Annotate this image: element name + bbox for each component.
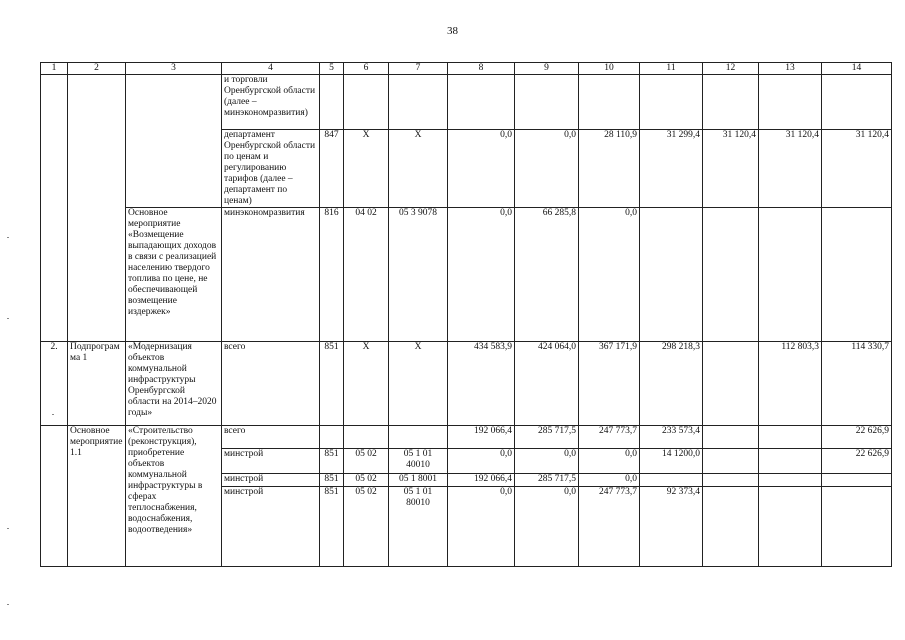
table-cell: Х (389, 342, 448, 426)
table-cell: 05 02 (344, 487, 389, 567)
table-cell: 31 299,4 (640, 130, 703, 208)
budget-table (40, 62, 892, 567)
table-cell: 0,0 (515, 449, 579, 474)
table-cell (703, 449, 759, 474)
table-cell (640, 208, 703, 342)
table-cell (389, 75, 448, 130)
table-cell (703, 487, 759, 567)
table-cell: 05 02 (344, 474, 389, 487)
table-cell (759, 449, 822, 474)
header-row (41, 63, 892, 75)
table-cell (640, 75, 703, 130)
table-cell (389, 426, 448, 449)
table-cell: 31 120,4 (822, 130, 892, 208)
table-cell (759, 208, 822, 342)
table-cell: «Модернизация объектов коммунальной инфраструктуры Оренбургской области на 2014–2020 годы» (126, 342, 222, 426)
table-cell: 192 066,4 (448, 474, 515, 487)
table-cell (448, 75, 515, 130)
header-cell: 10 (579, 63, 640, 75)
table-cell (320, 75, 344, 130)
header-cell: 9 (515, 63, 579, 75)
table-cell: 247 773,7 (579, 426, 640, 449)
table-cell (703, 474, 759, 487)
table-cell: Основное мероприятие «Возмещение выпадающих доходов в связи с реализацией населению твердого топлива по цене, не обеспечивающей возмещение издержек» (126, 208, 222, 342)
table-cell: всего (222, 426, 320, 449)
header-cell: 2 (68, 63, 126, 75)
table-cell: 2. (41, 342, 68, 426)
table-cell: Основное мероприятие 1.1 (68, 426, 126, 567)
table-cell (126, 75, 222, 208)
table-cell: 05 1 01 80010 (389, 487, 448, 567)
table-cell: 424 064,0 (515, 342, 579, 426)
table-cell (515, 75, 579, 130)
table-cell: 04 02 (344, 208, 389, 342)
table-cell (703, 208, 759, 342)
table-cell: 28 110,9 (579, 130, 640, 208)
table-cell (822, 75, 892, 130)
table-cell: 05 02 (344, 449, 389, 474)
table-cell: 0,0 (579, 474, 640, 487)
table-cell: 816 (320, 208, 344, 342)
table-cell (41, 75, 68, 342)
table-cell: 285 717,5 (515, 474, 579, 487)
table-cell (759, 426, 822, 449)
table-cell: 851 (320, 342, 344, 426)
table-cell: 66 285,8 (515, 208, 579, 342)
table-cell: 367 171,9 (579, 342, 640, 426)
table-cell (41, 426, 68, 567)
header-cell: 6 (344, 63, 389, 75)
table-cell: минстрой (222, 449, 320, 474)
table-cell (344, 426, 389, 449)
table-cell (759, 75, 822, 130)
scan-speck (7, 318, 9, 319)
table-cell: 0,0 (515, 130, 579, 208)
table-cell: департамент Оренбургской области по ценам и регулированию тарифов (далее – департамент по ценам) (222, 130, 320, 208)
table-cell: 92 373,4 (640, 487, 703, 567)
table-cell: 233 573,4 (640, 426, 703, 449)
header-cell: 5 (320, 63, 344, 75)
page-number: 38 (447, 25, 458, 37)
table-cell: 0,0 (448, 487, 515, 567)
table-row (41, 208, 892, 342)
table-cell: 851 (320, 487, 344, 567)
table-cell: 05 3 9078 (389, 208, 448, 342)
table-cell (344, 75, 389, 130)
table-cell: «Строительство (реконструкция), приобретение объектов коммунальной инфраструктуры в сферах теплоснабжения, водоснабжения, водоотведения» (126, 426, 222, 567)
table-cell (640, 474, 703, 487)
table-cell: минэкономразвития (222, 208, 320, 342)
scan-speck (52, 414, 54, 415)
table-cell (759, 474, 822, 487)
table-cell: 851 (320, 474, 344, 487)
table-cell: 22 626,9 (822, 449, 892, 474)
table-cell: 247 773,7 (579, 487, 640, 567)
table-cell: 05 1 01 40010 (389, 449, 448, 474)
table-cell: 22 626,9 (822, 426, 892, 449)
table-cell: Подпрограмма 1 (68, 342, 126, 426)
table-cell: 434 583,9 (448, 342, 515, 426)
table-cell: 847 (320, 130, 344, 208)
header-cell: 8 (448, 63, 515, 75)
table-cell: 0,0 (448, 208, 515, 342)
table-cell: 112 803,3 (759, 342, 822, 426)
table-cell: 0,0 (579, 208, 640, 342)
table-cell: Х (344, 342, 389, 426)
table-cell: 851 (320, 449, 344, 474)
scan-speck (7, 604, 9, 605)
table-cell (703, 75, 759, 130)
header-cell: 7 (389, 63, 448, 75)
table-cell: 14 1200,0 (640, 449, 703, 474)
table-cell: 0,0 (448, 130, 515, 208)
header-cell: 14 (822, 63, 892, 75)
scan-speck (7, 237, 9, 238)
table-cell (320, 426, 344, 449)
table-row (41, 426, 892, 449)
header-cell: 13 (759, 63, 822, 75)
table-cell (822, 208, 892, 342)
header-cell: 3 (126, 63, 222, 75)
table-cell (703, 342, 759, 426)
table-cell: 192 066,4 (448, 426, 515, 449)
table-cell: 05 1 8001 (389, 474, 448, 487)
table-cell (759, 487, 822, 567)
header-cell: 1 (41, 63, 68, 75)
scan-speck (7, 528, 9, 529)
table-cell: и торговли Оренбургской области (далее – минэкономразвития) (222, 75, 320, 130)
table-cell: Х (344, 130, 389, 208)
table-cell: 114 330,7 (822, 342, 892, 426)
table-cell: 0,0 (579, 449, 640, 474)
table-cell: 0,0 (515, 487, 579, 567)
table-cell: 298 218,3 (640, 342, 703, 426)
header-cell: 12 (703, 63, 759, 75)
table-row (41, 75, 892, 130)
table-cell: 31 120,4 (759, 130, 822, 208)
table-cell (703, 426, 759, 449)
table-cell (68, 75, 126, 342)
table-cell: минстрой (222, 487, 320, 567)
table-cell (579, 75, 640, 130)
table-cell (822, 487, 892, 567)
table-cell: всего (222, 342, 320, 426)
table-cell: Х (389, 130, 448, 208)
table-cell (822, 474, 892, 487)
table-row (41, 342, 892, 426)
header-cell: 11 (640, 63, 703, 75)
table-cell: минстрой (222, 474, 320, 487)
table-cell: 285 717,5 (515, 426, 579, 449)
header-cell: 4 (222, 63, 320, 75)
table-cell: 31 120,4 (703, 130, 759, 208)
table-cell: 0,0 (448, 449, 515, 474)
